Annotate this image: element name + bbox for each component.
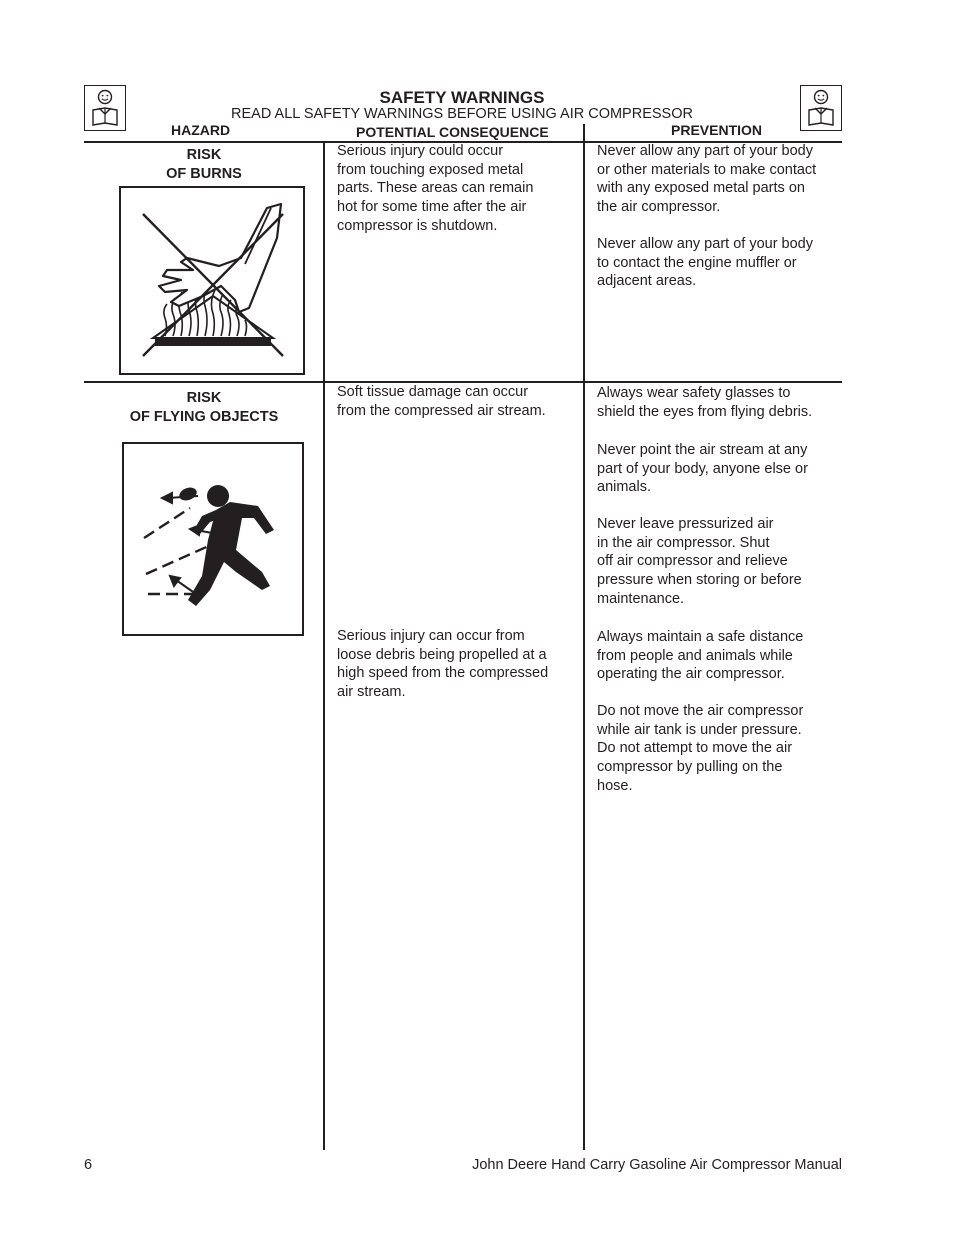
hot-surface-warning-icon	[119, 186, 305, 375]
consequence-flying-1: Soft tissue damage can occur from the compressed air stream.	[337, 384, 546, 419]
prevention-flying-5: Do not move the air compressor while air tank is under pressure. Do not attempt to move the air compressor by pulling on the hose.	[597, 703, 804, 794]
consequence-flying-2: Serious injury can occur from loose debris being propelled at a high speed from the compressed air stream.	[337, 628, 549, 701]
prevention-burns-2: Never allow any part of your body to contact the engine muffler or adjacent areas.	[597, 236, 813, 290]
hazard-label-flying-objects: RISK OF FLYING OBJECTS	[129, 390, 279, 425]
prevention-burns-1: Never allow any part of your body or other materials to make contact with any exposed metal parts on the air compressor.	[597, 143, 817, 216]
hazard-label-burns: RISK OF BURNS	[166, 147, 242, 182]
column-divider-prevention	[583, 124, 585, 1150]
page-number: 6	[84, 1157, 93, 1173]
column-header-prevention: PREVENTION	[671, 122, 763, 138]
manual-title: John Deere Hand Carry Gasoline Air Compressor Manual	[472, 1157, 842, 1173]
prevention-flying-3: Never leave pressurized air in the air compressor. Shut off air compressor and relieve pressure when storing or before maintenance.	[597, 516, 802, 607]
prevention-flying-4: Always maintain a safe distance from people and animals while operating the air compressor.	[597, 629, 804, 683]
page-subtitle: READ ALL SAFETY WARNINGS BEFORE USING AIR COMPRESSOR	[231, 106, 693, 122]
column-divider-consequence	[323, 141, 325, 1150]
flying-objects-warning-icon	[122, 442, 304, 636]
column-header-consequence: POTENTIAL CONSEQUENCE	[356, 124, 549, 140]
prevention-flying-2: Never point the air stream at any part of your body, anyone else or animals.	[597, 442, 808, 496]
column-header-hazard: HAZARD	[171, 122, 231, 138]
consequence-burns-1: Serious injury could occur from touching exposed metal parts. These areas can remain hot for some time after the air compressor is shutdown.	[337, 143, 534, 234]
page-title: SAFETY WARNINGS	[379, 88, 545, 107]
prevention-flying-1: Always wear safety glasses to shield the eyes from flying debris.	[597, 385, 813, 420]
